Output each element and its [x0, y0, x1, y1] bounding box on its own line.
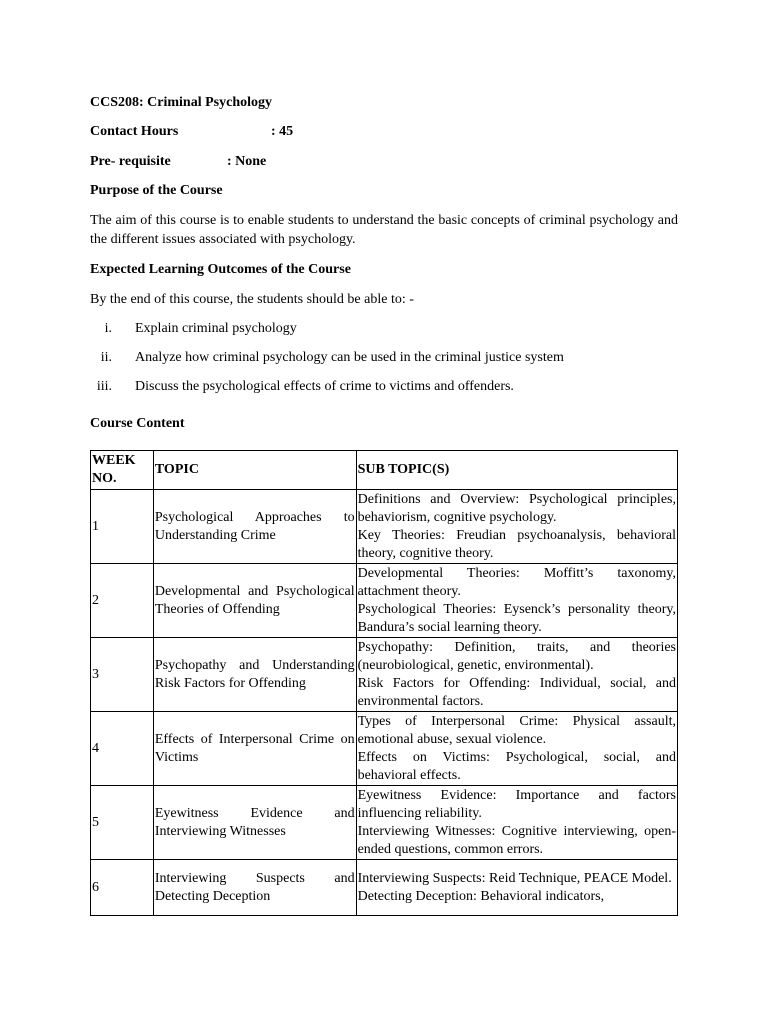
outcome-text: Analyze how criminal psychology can be used in the criminal justice system [135, 350, 564, 365]
outcome-number: i. [104, 321, 112, 336]
week-cell: 6 [91, 860, 154, 916]
outcome-item [90, 349, 564, 367]
week-cell: 5 [91, 786, 154, 860]
course-title: CCS208: Criminal Psychology [90, 95, 272, 110]
prerequisite [90, 153, 266, 171]
subtopic-line: Types of Interpersonal Crime: Physical assault, emotional abuse, sexual violence. [357, 713, 676, 747]
topic-cell: Developmental and Psychological Theories of Offending [153, 564, 356, 638]
topic-cell: Eyewitness Evidence and Interviewing Witnesses [153, 786, 356, 860]
subtopic-line: Eyewitness Evidence: Importance and factors influencing reliability. [357, 787, 676, 821]
header-week: WEEK NO. [91, 451, 154, 490]
header-subtopics: SUB TOPIC(S) [356, 451, 677, 490]
subtopic-cell [356, 860, 677, 916]
purpose-text: The aim of this course is to enable students to understand the basic concepts of criminal psychology and the different issues associated with psychology. [90, 213, 678, 247]
contact-hours [90, 123, 293, 141]
subtopic-line: Interviewing Witnesses: Cognitive interviewing, open-ended questions, common errors. [357, 823, 676, 857]
topic-cell: Psychological Approaches to Understanding Crime [153, 490, 356, 564]
subtopic-line: Key Theories: Freudian psychoanalysis, behavioral theory, cognitive theory. [357, 527, 676, 561]
table-row [91, 638, 678, 712]
topic-cell: Interviewing Suspects and Detecting Deception [153, 860, 356, 916]
contact-hours-value: : 45 [271, 124, 294, 139]
week-cell: 2 [91, 564, 154, 638]
subtopic-cell [356, 564, 677, 638]
subtopic-line: Risk Factors for Offending: Individual, social, and environmental factors. [357, 675, 676, 709]
subtopic-line: Detecting Deception: Behavioral indicators, [357, 888, 605, 904]
outcome-number: iii. [96, 379, 112, 394]
subtopic-cell [356, 786, 677, 860]
table-row [91, 786, 678, 860]
subtopic-line: Interviewing Suspects: Reid Technique, PEACE Model. [357, 870, 672, 886]
header-topic: TOPIC [153, 451, 356, 490]
table-header-row [91, 451, 678, 490]
subtopic-line: Psychological Theories: Eysenck’s personality theory, Bandura’s social learning theory. [357, 601, 676, 635]
subtopic-cell [356, 712, 677, 786]
subtopic-line: Developmental Theories: Moffitt’s taxonomy, attachment theory. [357, 565, 676, 599]
table-row [91, 490, 678, 564]
course-content-table [90, 450, 678, 916]
topic-cell: Effects of Interpersonal Crime on Victims [153, 712, 356, 786]
prerequisite-value: : None [227, 154, 267, 169]
subtopic-cell [356, 638, 677, 712]
outcomes-heading: Expected Learning Outcomes of the Course [90, 262, 351, 277]
outcome-item [90, 320, 297, 338]
week-cell: 1 [91, 490, 154, 564]
week-cell: 4 [91, 712, 154, 786]
outcome-text: Discuss the psychological effects of crime to victims and offenders. [135, 379, 514, 394]
purpose-heading: Purpose of the Course [90, 183, 223, 198]
outcome-number: ii. [100, 350, 112, 365]
course-content-heading: Course Content [90, 416, 185, 431]
outcome-text: Explain criminal psychology [135, 321, 297, 336]
table-row [91, 712, 678, 786]
outcomes-intro: By the end of this course, the students should be able to: - [90, 292, 414, 307]
table-row [91, 564, 678, 638]
subtopic-cell [356, 490, 677, 564]
subtopic-line: Effects on Victims: Psychological, social, and behavioral effects. [357, 749, 676, 783]
outcome-item [90, 378, 514, 396]
topic-cell: Psychopathy and Understanding Risk Factors for Offending [153, 638, 356, 712]
subtopic-line: Psychopathy: Definition, traits, and theories (neurobiological, genetic, environmental). [357, 639, 676, 673]
prerequisite-label: Pre- requisite [90, 154, 171, 169]
week-cell: 3 [91, 638, 154, 712]
subtopic-line: Definitions and Overview: Psychological principles, behaviorism, cognitive psychology. [357, 491, 676, 525]
contact-hours-label: Contact Hours [90, 124, 179, 139]
table-row [91, 860, 678, 916]
